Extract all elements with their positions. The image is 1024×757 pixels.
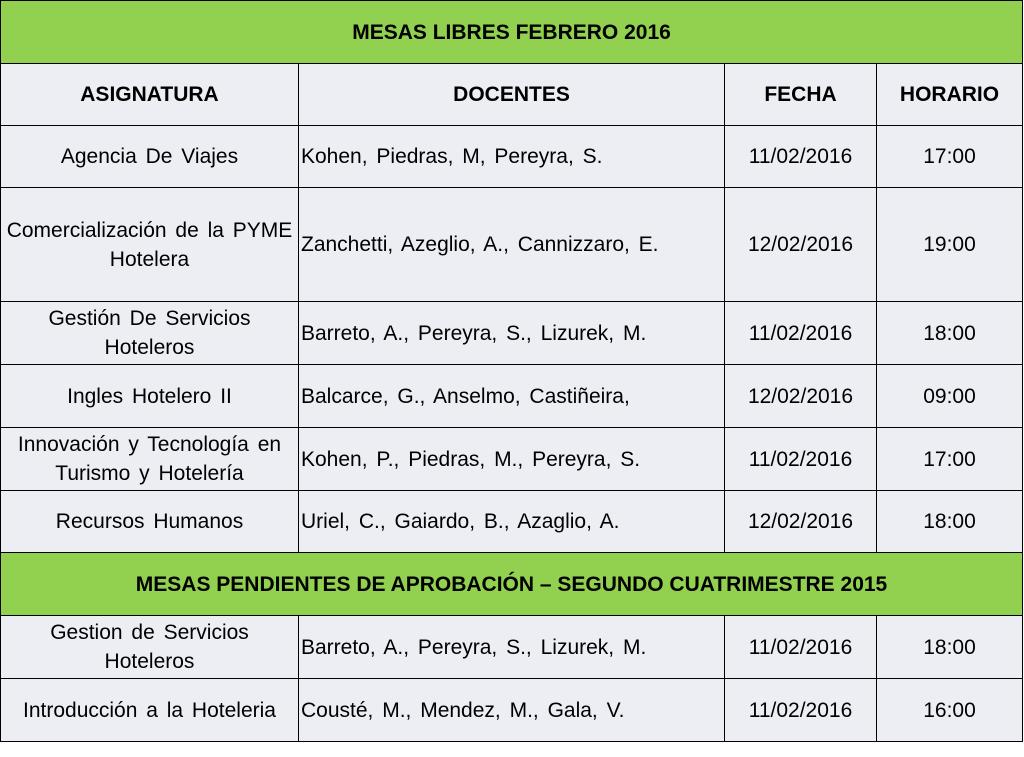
teachers-cell: Barreto, A., Pereyra, S., Lizurek, M. (299, 616, 725, 679)
subject-cell: Innovación y Tecnología en Turismo y Hotelería (1, 428, 299, 491)
teachers-cell: Barreto, A., Pereyra, S., Lizurek, M. (299, 302, 725, 365)
teachers-cell: Zanchetti, Azeglio, A., Cannizzaro, E. (299, 188, 725, 302)
subject-cell: Comercialización de la PYME Hotelera (1, 188, 299, 302)
subject-cell: Gestión De Servicios Hoteleros (1, 302, 299, 365)
date-cell: 11/02/2016 (725, 616, 877, 679)
date-cell: 12/02/2016 (725, 491, 877, 553)
section-header-row (1, 553, 1023, 616)
column-header-teachers: DOCENTES (299, 64, 725, 126)
time-cell: 18:00 (877, 302, 1023, 365)
subject-cell: Introducción a la Hoteleria (1, 679, 299, 742)
table-row (1, 428, 1023, 491)
table-row (1, 126, 1023, 188)
time-cell: 09:00 (877, 365, 1023, 428)
column-header-date: FECHA (725, 64, 877, 126)
time-cell: 18:00 (877, 491, 1023, 553)
date-cell: 11/02/2016 (725, 302, 877, 365)
table-row (1, 302, 1023, 365)
time-cell: 18:00 (877, 616, 1023, 679)
section-title-mesas-pendientes: MESAS PENDIENTES DE APROBACIÓN – SEGUNDO CUATRIMESTRE 2015 (1, 553, 1023, 616)
date-cell: 11/02/2016 (725, 126, 877, 188)
date-cell: 11/02/2016 (725, 428, 877, 491)
teachers-cell: Uriel, C., Gaiardo, B., Azaglio, A. (299, 491, 725, 553)
date-cell: 11/02/2016 (725, 679, 877, 742)
time-cell: 17:00 (877, 126, 1023, 188)
teachers-cell: Kohen, P., Piedras, M., Pereyra, S. (299, 428, 725, 491)
section-header-row (1, 1, 1023, 64)
teachers-cell: Kohen, Piedras, M, Pereyra, S. (299, 126, 725, 188)
subject-cell: Ingles Hotelero II (1, 365, 299, 428)
table-row (1, 188, 1023, 302)
date-cell: 12/02/2016 (725, 365, 877, 428)
teachers-cell: Balcarce, G., Anselmo, Castiñeira, (299, 365, 725, 428)
teachers-cell: Cousté, M., Mendez, M., Gala, V. (299, 679, 725, 742)
date-cell: 12/02/2016 (725, 188, 877, 302)
time-cell: 19:00 (877, 188, 1023, 302)
time-cell: 17:00 (877, 428, 1023, 491)
table-row (1, 491, 1023, 553)
subject-cell: Agencia De Viajes (1, 126, 299, 188)
table-row (1, 679, 1023, 742)
table-row (1, 365, 1023, 428)
section-title-mesas-libres: MESAS LIBRES FEBRERO 2016 (1, 1, 1023, 64)
subject-cell: Gestion de Servicios Hoteleros (1, 616, 299, 679)
column-header-subject: ASIGNATURA (1, 64, 299, 126)
column-header-row (1, 64, 1023, 126)
subject-cell: Recursos Humanos (1, 491, 299, 553)
table-row (1, 616, 1023, 679)
time-cell: 16:00 (877, 679, 1023, 742)
column-header-time: HORARIO (877, 64, 1023, 126)
